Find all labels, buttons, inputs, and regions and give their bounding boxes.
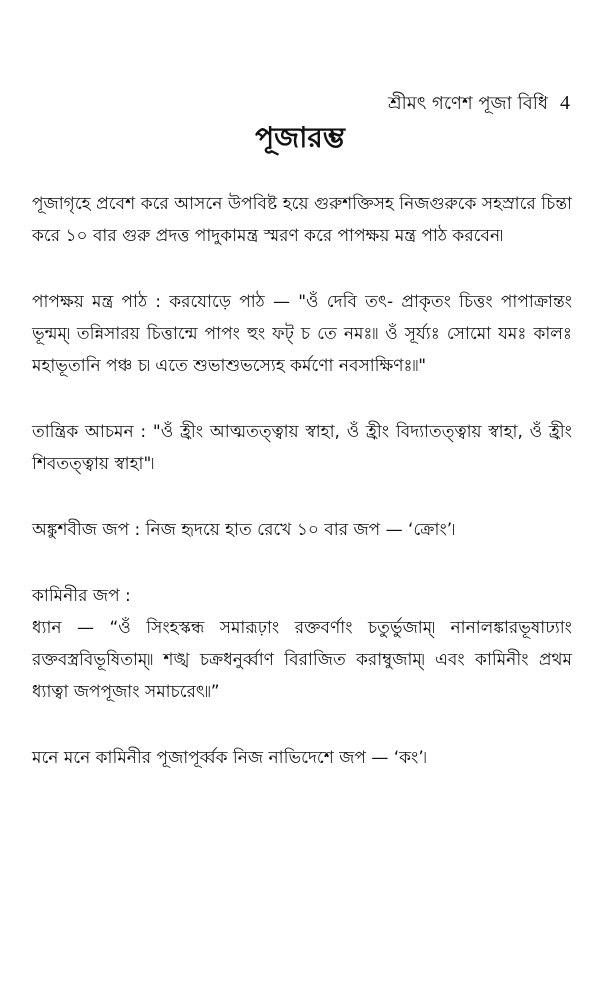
page-number: 4 — [560, 92, 570, 114]
running-title: শ্রীমৎ গণেশ পূজা বিধি — [387, 93, 548, 114]
section-title: পূজারম্ভ — [255, 121, 345, 154]
ankusha-bija-paragraph: অঙ্কুশবীজ জপ : নিজ হৃদয়ে হাত রেখে ১০ বার জপ — ‘ক্রোং’৷ — [32, 520, 456, 540]
achaman-paragraph: তান্ত্রিক আচমন : "ওঁ হ্রীং আত্মতত্ত্বায় স্বাহা, ওঁ হ্রীং বিদ্যাতত্ত্বায় স্বাহা, ওঁ হ্রীং শিবতত্ত্বায় স্বাহা"৷ — [32, 422, 572, 474]
papakshay-mantra-paragraph: পাপক্ষয় মন্ত্র পাঠ : করযোড়ে পাঠ — "ওঁ দেবি তৎ- প্রাকৃতং চিত্তং পাপাক্রান্তং ভূন্মম্৷ তন্নিসারয় চিত্তান্মে পাপং হুং ফট্ চ তে নমঃ৷৷ ওঁ সূর্য্যঃ সোমো যমঃ কালঃ মহাভূতানি পঞ্চ চ৷ এতে শুভাশুভস্যেহ কর্মণো নবসাক্ষিণঃ৷৷" — [32, 292, 572, 376]
running-header — [388, 92, 570, 115]
kamini-japa-heading: কামিনীর জপ : — [32, 586, 131, 606]
body-text — [32, 188, 572, 808]
dhyan-paragraph: ধ্যান — “ওঁ সিংহস্কন্ধ সমারূঢ়াং রক্তবর্ণাং চতুর্ভুজাম্৷ নানালঙ্কারভূষাঢ্যাং রক্তবস্ত্রবিভূষিতাম্৷৷ শঙ্খ চক্রধনুর্ব্বাণ বিরাজিত করাম্বুজাম্৷ এবং কামিনীং প্রথম ধ্যাত্বা জপপূজাং সমাচরেৎ৷৷” — [32, 618, 572, 702]
intro-paragraph: পূজাগৃহে প্রবেশ করে আসনে উপবিষ্ট হয়ে গুরুশক্তিসহ নিজগুরুকে সহস্রারে চিন্তা করে ১০ বার গুরু প্রদত্ত পাদুকামন্ত্র স্মরণ করে পাপক্ষয় মন্ত্র পাঠ করবেন৷ — [32, 194, 572, 246]
final-japa-paragraph: মনে মনে কামিনীর পূজাপূর্ব্বক নিজ নাভিদেশে জপ — ‘কং’৷ — [32, 748, 427, 768]
